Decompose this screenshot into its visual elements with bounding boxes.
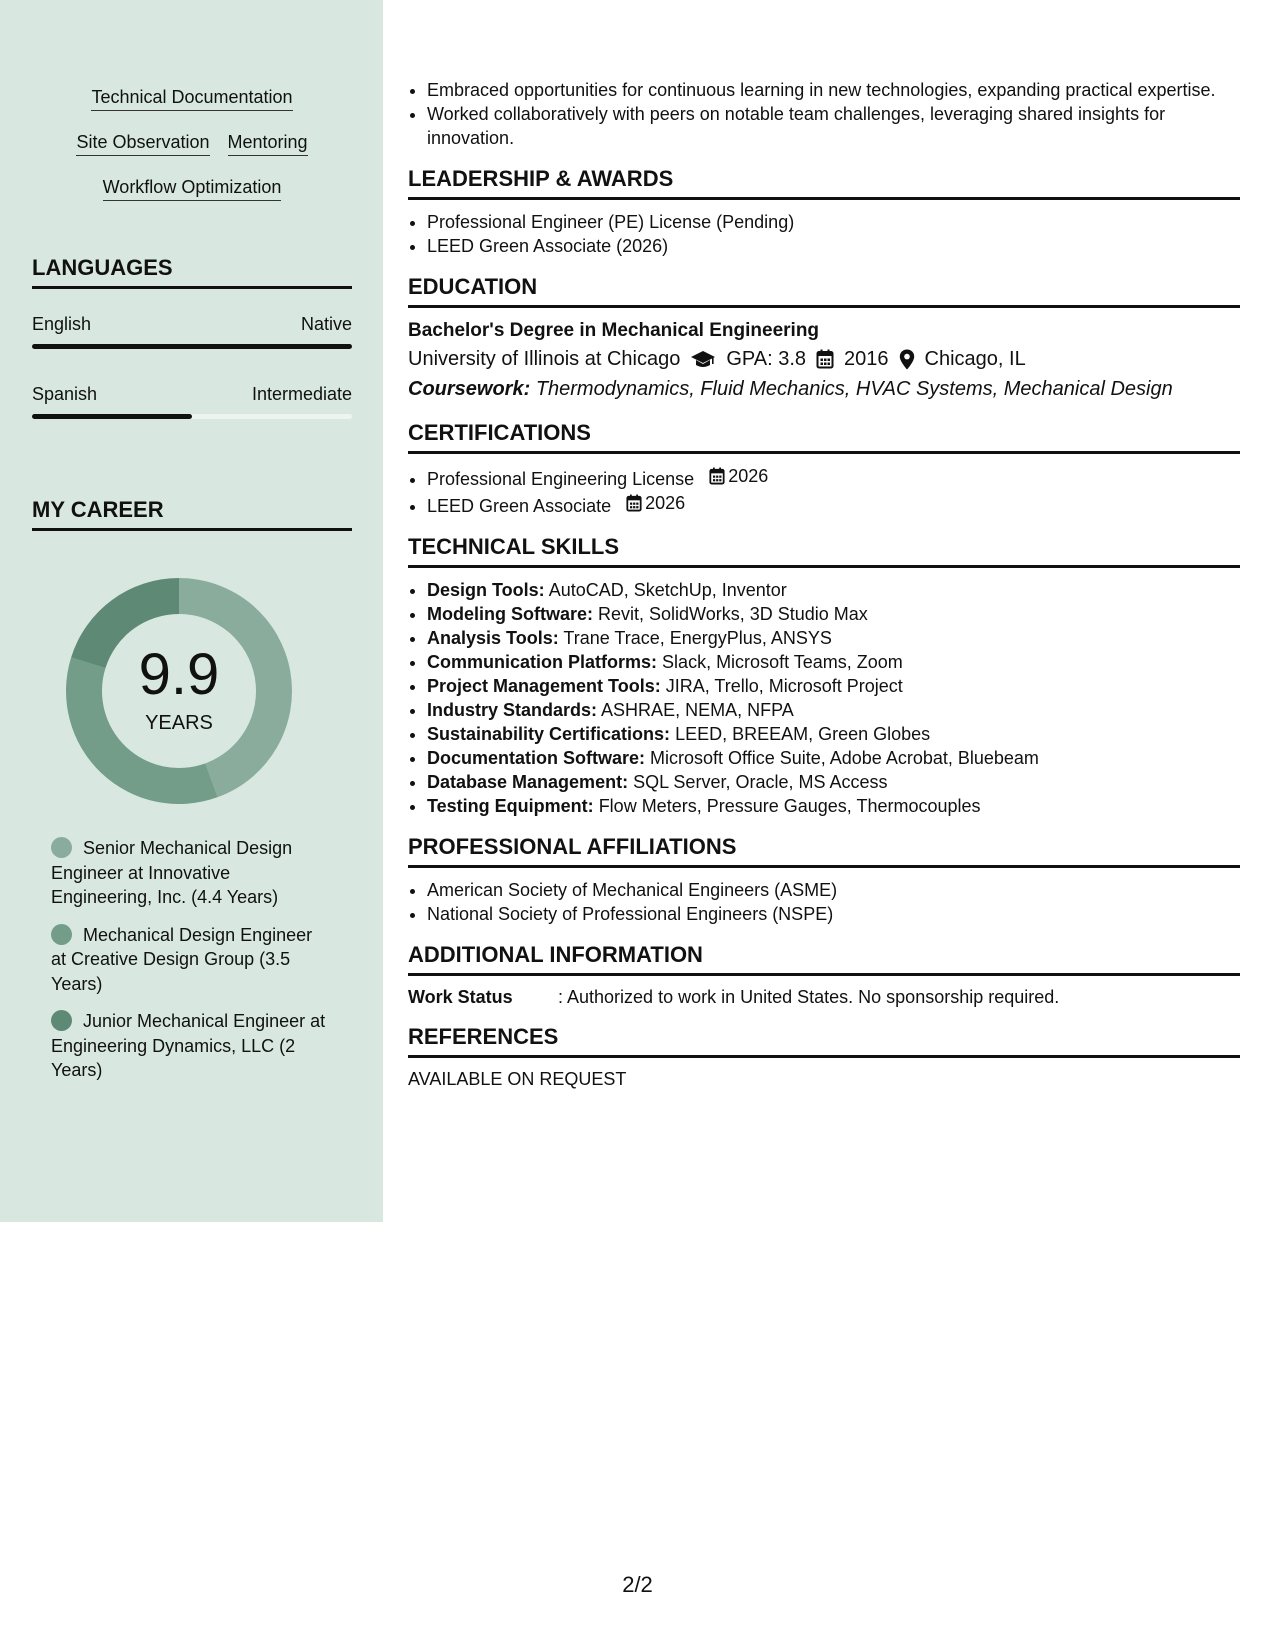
school-location: Chicago, IL (924, 348, 1026, 370)
section-heading: LEADERSHIP & AWARDS (408, 166, 1240, 200)
work-status-value: : Authorized to work in United States. No sponsorship required. (558, 987, 1060, 1007)
skill-value: Revit, SolidWorks, 3D Studio Max (598, 604, 868, 624)
list-item: • Professional Engineer (PE) License (Pending) (427, 210, 1240, 234)
calendar-icon (709, 467, 725, 485)
skill-value: Trane Trace, EnergyPlus, ANSYS (563, 628, 832, 648)
career-text: Mechanical Design Engineer at Creative Design Group (3.5 Years) (51, 924, 313, 994)
career-item (51, 923, 331, 997)
skill-label: Industry Standards: (427, 700, 598, 720)
certification-year: 2026 (728, 466, 769, 486)
section-heading: PROFESSIONAL AFFILIATIONS (408, 834, 1240, 868)
language-name: Spanish (32, 384, 98, 404)
skill-label: Modeling Software: (427, 604, 593, 624)
skill-label: Documentation Software: (427, 748, 646, 768)
technical-skills-section (408, 534, 1240, 818)
list-item: • Worked collaboratively with peers on notable team challenges, leveraging shared insights for innovation. (427, 102, 1240, 150)
education-section (408, 274, 1240, 404)
additional-info-section (408, 942, 1240, 1008)
tag: Site Observation (76, 131, 209, 156)
skill-value: Microsoft Office Suite, Adobe Acrobat, Bluebeam (650, 748, 1039, 768)
language-bar-fill (32, 414, 192, 419)
skill-item (427, 794, 1240, 818)
coursework (408, 374, 1240, 404)
career-total-number: 9.9 (138, 642, 220, 707)
graduation-cap-icon (690, 349, 716, 369)
main-content (408, 78, 1240, 1090)
graduation-year: 2016 (844, 348, 889, 370)
skill-value: Slack, Microsoft Teams, Zoom (662, 652, 903, 672)
skill-label: Design Tools: (427, 580, 545, 600)
language-spanish (32, 383, 352, 419)
list-item (427, 464, 1240, 491)
map-pin-icon (899, 349, 915, 370)
list-item: • Embraced opportunities for continuous learning in new technologies, expanding practical expertise. (427, 78, 1240, 102)
references-section (408, 1024, 1240, 1090)
page-number: 2/2 (622, 1572, 653, 1597)
coursework-list: Thermodynamics, Fluid Mechanics, HVAC Systems, Mechanical Design (535, 378, 1173, 400)
languages-heading: LANGUAGES (32, 255, 352, 289)
skill-label: Testing Equipment: (427, 796, 594, 816)
language-level: Native (300, 314, 352, 334)
certification-name: Professional Engineering License (427, 469, 695, 489)
career-heading: MY CAREER (32, 497, 352, 531)
skill-item (427, 578, 1240, 602)
skill-item (427, 626, 1240, 650)
degree-title: Bachelor's Degree in Mechanical Engineering (408, 320, 820, 341)
skill-label: Analysis Tools: (427, 628, 559, 648)
language-english (32, 313, 352, 349)
references-text: AVAILABLE ON REQUEST (408, 1069, 627, 1089)
tag-row (32, 131, 352, 176)
skill-item (427, 698, 1240, 722)
section-heading: CERTIFICATIONS (408, 420, 1240, 454)
leadership-section (408, 166, 1240, 258)
skill-value: Flow Meters, Pressure Gauges, Thermocouples (598, 796, 981, 816)
career-item (51, 1009, 331, 1083)
skill-item (427, 674, 1240, 698)
skill-item (427, 722, 1240, 746)
skill-item (427, 770, 1240, 794)
skill-label: Sustainability Certifications: (427, 724, 671, 744)
skill-value: JIRA, Trello, Microsoft Project (665, 676, 903, 696)
work-status-row (408, 986, 1240, 1008)
skill-value: AutoCAD, SketchUp, Inventor (548, 580, 787, 600)
career-donut-chart (64, 576, 294, 806)
career-text: Junior Mechanical Engineer at Engineering Dynamics, LLC (2 Years) (51, 1011, 326, 1080)
coursework-label: Coursework: (408, 378, 531, 400)
career-text: Senior Mechanical Design Engineer at Innovative Engineering, Inc. (4.4 Years) (51, 838, 293, 907)
experience-bullets (408, 78, 1240, 150)
legend-dot (51, 924, 72, 945)
education-details (408, 344, 1240, 374)
section-heading: REFERENCES (408, 1024, 1240, 1058)
work-status-label: Work Status (408, 987, 513, 1007)
tag-row (32, 176, 352, 221)
legend-dot (51, 1010, 72, 1031)
career-list (51, 836, 331, 1096)
career-total-unit: YEARS (145, 712, 213, 734)
list-item (427, 491, 1240, 518)
skill-value: ASHRAE, NEMA, NFPA (601, 700, 794, 720)
skill-label: Communication Platforms: (427, 652, 658, 672)
sidebar (0, 0, 383, 1222)
skill-item (427, 602, 1240, 626)
certifications-section (408, 420, 1240, 518)
career-item (51, 836, 331, 910)
calendar-icon (626, 494, 642, 512)
tag-row (32, 86, 352, 131)
section-heading: ADDITIONAL INFORMATION (408, 942, 1240, 976)
list-item: • American Society of Mechanical Engineers (ASME) (427, 878, 1240, 902)
tag: Technical Documentation (91, 86, 292, 111)
skill-item (427, 650, 1240, 674)
skill-tags (32, 86, 352, 221)
skill-value: LEED, BREEAM, Green Globes (675, 724, 931, 744)
legend-dot (51, 837, 72, 858)
school-name: University of Illinois at Chicago (408, 348, 681, 370)
calendar-icon (816, 349, 834, 369)
tag: Workflow Optimization (103, 176, 282, 201)
certification-name: LEED Green Associate (427, 496, 612, 516)
language-bar (32, 414, 352, 419)
language-bar-fill (32, 344, 352, 349)
language-name: English (32, 314, 92, 334)
section-heading: EDUCATION (408, 274, 1240, 308)
skill-label: Project Management Tools: (427, 676, 661, 696)
tag: Mentoring (228, 131, 308, 156)
gpa: GPA: 3.8 (726, 348, 807, 370)
certification-year: 2026 (645, 493, 686, 513)
affiliations-section (408, 834, 1240, 926)
language-bar (32, 344, 352, 349)
skill-value: SQL Server, Oracle, MS Access (633, 772, 888, 792)
list-item: • National Society of Professional Engineers (NSPE) (427, 902, 1240, 926)
skill-item (427, 746, 1240, 770)
list-item: • LEED Green Associate (2026) (427, 234, 1240, 258)
language-level: Intermediate (251, 384, 352, 404)
skill-label: Database Management: (427, 772, 629, 792)
section-heading: TECHNICAL SKILLS (408, 534, 1240, 568)
